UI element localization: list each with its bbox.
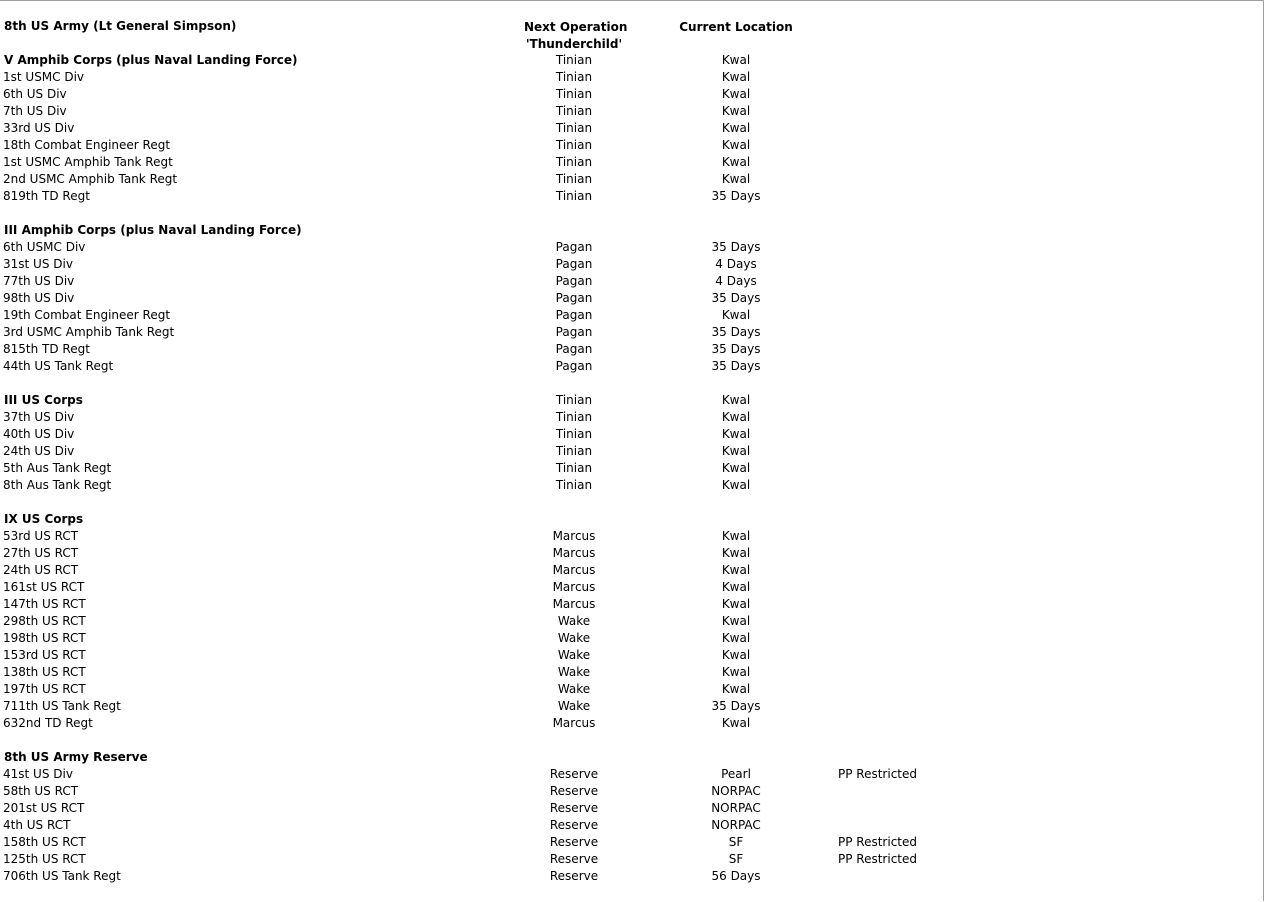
table-row bbox=[0, 647, 1000, 664]
next-operation-cell: Marcus bbox=[552, 546, 596, 560]
next-operation-cell: Wake bbox=[557, 682, 591, 696]
next-operation-cell: Marcus bbox=[552, 580, 596, 594]
next-operation-header-line1: Next Operation bbox=[524, 20, 628, 34]
next-operation-cell: Tinian bbox=[555, 427, 593, 441]
next-operation-cell: Reserve bbox=[549, 835, 599, 849]
spacer-row bbox=[0, 732, 1000, 749]
current-location-cell: Kwal bbox=[721, 308, 751, 322]
unit-name: 8th Aus Tank Regt bbox=[3, 478, 112, 492]
spacer-row bbox=[0, 375, 1000, 392]
unit-name: 18th Combat Engineer Regt bbox=[3, 138, 171, 152]
unit-name: 98th US Div bbox=[3, 291, 75, 305]
unit-name: 1st USMC Amphib Tank Regt bbox=[3, 155, 173, 169]
table-row bbox=[0, 273, 1000, 290]
current-location-cell: Kwal bbox=[721, 682, 751, 696]
table-row bbox=[0, 137, 1000, 154]
next-operation-cell: Tinian bbox=[555, 410, 593, 424]
next-operation-cell: Marcus bbox=[552, 716, 596, 730]
table-row bbox=[0, 460, 1000, 477]
current-location-cell: 35 Days bbox=[711, 699, 761, 713]
current-location-cell: Kwal bbox=[721, 427, 751, 441]
unit-name: 37th US Div bbox=[3, 410, 75, 424]
current-location-cell: Kwal bbox=[721, 87, 751, 101]
current-location-cell: Kwal bbox=[721, 546, 751, 560]
next-operation-cell: Tinian bbox=[555, 444, 593, 458]
current-location-cell: SF bbox=[728, 835, 744, 849]
page-title: 8th US Army (Lt General Simpson) bbox=[4, 19, 237, 33]
table-row bbox=[0, 681, 1000, 698]
section-heading-row bbox=[0, 222, 1000, 239]
next-operation-cell: Tinian bbox=[555, 104, 593, 118]
next-operation-cell: Wake bbox=[557, 665, 591, 679]
next-operation-cell: Tinian bbox=[555, 155, 593, 169]
next-operation-cell: Pagan bbox=[555, 291, 593, 305]
table-row bbox=[0, 613, 1000, 630]
next-operation-header-line2: 'Thunderchild' bbox=[525, 37, 623, 51]
next-operation-cell: Reserve bbox=[549, 767, 599, 781]
table-row bbox=[0, 545, 1000, 562]
next-operation-cell: Tinian bbox=[555, 53, 593, 67]
next-operation-cell: Tinian bbox=[555, 87, 593, 101]
section-heading-row bbox=[0, 52, 1000, 69]
current-location-cell: Kwal bbox=[721, 121, 751, 135]
next-operation-cell: Pagan bbox=[555, 342, 593, 356]
table-row bbox=[0, 596, 1000, 613]
unit-name: 5th Aus Tank Regt bbox=[3, 461, 112, 475]
spacer-row bbox=[0, 205, 1000, 222]
current-location-cell: 35 Days bbox=[711, 240, 761, 254]
unit-name: 31st US Div bbox=[3, 257, 73, 271]
unit-name: 6th US Div bbox=[3, 87, 67, 101]
next-operation-cell: Reserve bbox=[549, 852, 599, 866]
current-location-cell: Kwal bbox=[721, 631, 751, 645]
table-row bbox=[0, 120, 1000, 137]
next-operation-cell: Pagan bbox=[555, 308, 593, 322]
next-operation-cell: Tinian bbox=[555, 172, 593, 186]
section-heading-row bbox=[0, 511, 1000, 528]
next-operation-cell: Wake bbox=[557, 648, 591, 662]
current-location-cell: 35 Days bbox=[711, 325, 761, 339]
unit-name: 198th US RCT bbox=[3, 631, 86, 645]
unit-name: 53rd US RCT bbox=[3, 529, 79, 543]
current-location-cell: 4 Days bbox=[715, 274, 757, 288]
next-operation-cell: Wake bbox=[557, 614, 591, 628]
next-operation-cell: Pagan bbox=[555, 240, 593, 254]
table-row bbox=[0, 358, 1000, 375]
table-row bbox=[0, 443, 1000, 460]
current-location-cell: Kwal bbox=[721, 529, 751, 543]
current-location-cell: Kwal bbox=[721, 580, 751, 594]
section-heading: III US Corps bbox=[4, 393, 83, 407]
table-row bbox=[0, 817, 1000, 834]
current-location-cell: Kwal bbox=[721, 597, 751, 611]
current-location-cell: Kwal bbox=[721, 665, 751, 679]
table-row bbox=[0, 239, 1000, 256]
current-location-cell: NORPAC bbox=[711, 818, 761, 832]
next-operation-cell: Tinian bbox=[555, 461, 593, 475]
current-location-cell: NORPAC bbox=[711, 784, 761, 798]
unit-name: 33rd US Div bbox=[3, 121, 75, 135]
unit-name: 138th US RCT bbox=[3, 665, 86, 679]
table-row bbox=[0, 324, 1000, 341]
table-row bbox=[0, 851, 1000, 868]
table-row bbox=[0, 766, 1000, 783]
unit-name: 201st US RCT bbox=[3, 801, 85, 815]
next-operation-cell: Tinian bbox=[555, 138, 593, 152]
current-location-cell: Kwal bbox=[721, 444, 751, 458]
header-row bbox=[0, 18, 1000, 52]
current-location-cell: Kwal bbox=[721, 155, 751, 169]
unit-name: 632nd TD Regt bbox=[3, 716, 93, 730]
unit-name: 153rd US RCT bbox=[3, 648, 86, 662]
table-row bbox=[0, 664, 1000, 681]
table-row bbox=[0, 69, 1000, 86]
next-operation-cell: Tinian bbox=[555, 121, 593, 135]
section-heading: IX US Corps bbox=[4, 512, 84, 526]
next-operation-cell: Pagan bbox=[555, 257, 593, 271]
unit-name: 19th Combat Engineer Regt bbox=[3, 308, 171, 322]
next-operation-cell: Reserve bbox=[549, 784, 599, 798]
spacer-row bbox=[0, 494, 1000, 511]
current-location-cell: 35 Days bbox=[711, 189, 761, 203]
table-row bbox=[0, 783, 1000, 800]
next-operation-cell: Marcus bbox=[552, 529, 596, 543]
table-row bbox=[0, 290, 1000, 307]
unit-name: 706th US Tank Regt bbox=[3, 869, 121, 883]
table-row bbox=[0, 426, 1000, 443]
section-heading-row bbox=[0, 749, 1000, 766]
unit-name: 24th US Div bbox=[3, 444, 75, 458]
table-row bbox=[0, 154, 1000, 171]
unit-name: 2nd USMC Amphib Tank Regt bbox=[3, 172, 178, 186]
table-row bbox=[0, 477, 1000, 494]
next-operation-cell: Reserve bbox=[549, 869, 599, 883]
unit-name: 1st USMC Div bbox=[3, 70, 85, 84]
unit-name: 197th US RCT bbox=[3, 682, 86, 696]
current-location-cell: NORPAC bbox=[711, 801, 761, 815]
table-row bbox=[0, 562, 1000, 579]
unit-name: 24th US RCT bbox=[3, 563, 79, 577]
table-row bbox=[0, 800, 1000, 817]
unit-table bbox=[0, 52, 1000, 885]
section-heading: III Amphib Corps (plus Naval Landing Force) bbox=[4, 223, 302, 237]
unit-name: 298th US RCT bbox=[3, 614, 86, 628]
section-heading: V Amphib Corps (plus Naval Landing Force) bbox=[4, 53, 298, 67]
table-row bbox=[0, 188, 1000, 205]
next-operation-cell: Wake bbox=[557, 699, 591, 713]
next-operation-header bbox=[524, 19, 628, 53]
unit-name: 58th US RCT bbox=[3, 784, 79, 798]
table-row bbox=[0, 307, 1000, 324]
unit-name: 27th US RCT bbox=[3, 546, 79, 560]
next-operation-cell: Reserve bbox=[549, 801, 599, 815]
unit-name: 819th TD Regt bbox=[3, 189, 90, 203]
current-location-cell: Kwal bbox=[721, 104, 751, 118]
next-operation-cell: Tinian bbox=[555, 70, 593, 84]
current-location-cell: Kwal bbox=[721, 478, 751, 492]
section-heading-row bbox=[0, 392, 1000, 409]
next-operation-cell: Tinian bbox=[555, 478, 593, 492]
unit-name: 77th US Div bbox=[3, 274, 75, 288]
current-location-cell: Kwal bbox=[721, 461, 751, 475]
next-operation-cell: Tinian bbox=[555, 393, 593, 407]
note-cell: PP Restricted bbox=[838, 767, 917, 781]
current-location-cell: Kwal bbox=[721, 614, 751, 628]
current-location-cell: 35 Days bbox=[711, 291, 761, 305]
unit-name: 125th US RCT bbox=[3, 852, 86, 866]
current-location-cell: Kwal bbox=[721, 138, 751, 152]
next-operation-cell: Reserve bbox=[549, 818, 599, 832]
table-row bbox=[0, 256, 1000, 273]
unit-name: 40th US Div bbox=[3, 427, 75, 441]
current-location-cell: Kwal bbox=[721, 172, 751, 186]
unit-name: 7th US Div bbox=[3, 104, 67, 118]
next-operation-cell: Pagan bbox=[555, 274, 593, 288]
unit-name: 161st US RCT bbox=[3, 580, 85, 594]
table-row bbox=[0, 528, 1000, 545]
current-location-cell: Kwal bbox=[721, 563, 751, 577]
unit-name: 3rd USMC Amphib Tank Regt bbox=[3, 325, 175, 339]
table-row bbox=[0, 341, 1000, 358]
current-location-header: Current Location bbox=[679, 20, 793, 34]
current-location-cell: Kwal bbox=[721, 716, 751, 730]
current-location-cell: Pearl bbox=[721, 767, 751, 781]
current-location-cell: 56 Days bbox=[711, 869, 761, 883]
current-location-cell: SF bbox=[728, 852, 744, 866]
current-location-cell: Kwal bbox=[721, 53, 751, 67]
unit-name: 158th US RCT bbox=[3, 835, 86, 849]
current-location-cell: Kwal bbox=[721, 648, 751, 662]
current-location-cell: 35 Days bbox=[711, 359, 761, 373]
table-row bbox=[0, 868, 1000, 885]
table-row bbox=[0, 171, 1000, 188]
unit-name: 147th US RCT bbox=[3, 597, 86, 611]
table-row bbox=[0, 698, 1000, 715]
unit-name: 6th USMC Div bbox=[3, 240, 86, 254]
table-row bbox=[0, 579, 1000, 596]
next-operation-cell: Pagan bbox=[555, 325, 593, 339]
current-location-cell: 4 Days bbox=[715, 257, 757, 271]
table-row bbox=[0, 103, 1000, 120]
section-heading: 8th US Army Reserve bbox=[4, 750, 148, 764]
next-operation-cell: Pagan bbox=[555, 359, 593, 373]
unit-name: 44th US Tank Regt bbox=[3, 359, 114, 373]
current-location-cell: Kwal bbox=[721, 410, 751, 424]
unit-name: 711th US Tank Regt bbox=[3, 699, 121, 713]
unit-name: 41st US Div bbox=[3, 767, 73, 781]
table-row bbox=[0, 86, 1000, 103]
next-operation-cell: Tinian bbox=[555, 189, 593, 203]
unit-name: 4th US RCT bbox=[3, 818, 71, 832]
note-cell: PP Restricted bbox=[838, 835, 917, 849]
unit-name: 815th TD Regt bbox=[3, 342, 90, 356]
table-row bbox=[0, 715, 1000, 732]
current-location-cell: 35 Days bbox=[711, 342, 761, 356]
next-operation-cell: Wake bbox=[557, 631, 591, 645]
current-location-cell: Kwal bbox=[721, 70, 751, 84]
next-operation-cell: Marcus bbox=[552, 597, 596, 611]
table-row bbox=[0, 409, 1000, 426]
next-operation-cell: Marcus bbox=[552, 563, 596, 577]
current-location-cell: Kwal bbox=[721, 393, 751, 407]
note-cell: PP Restricted bbox=[838, 852, 917, 866]
table-row bbox=[0, 630, 1000, 647]
table-row bbox=[0, 834, 1000, 851]
